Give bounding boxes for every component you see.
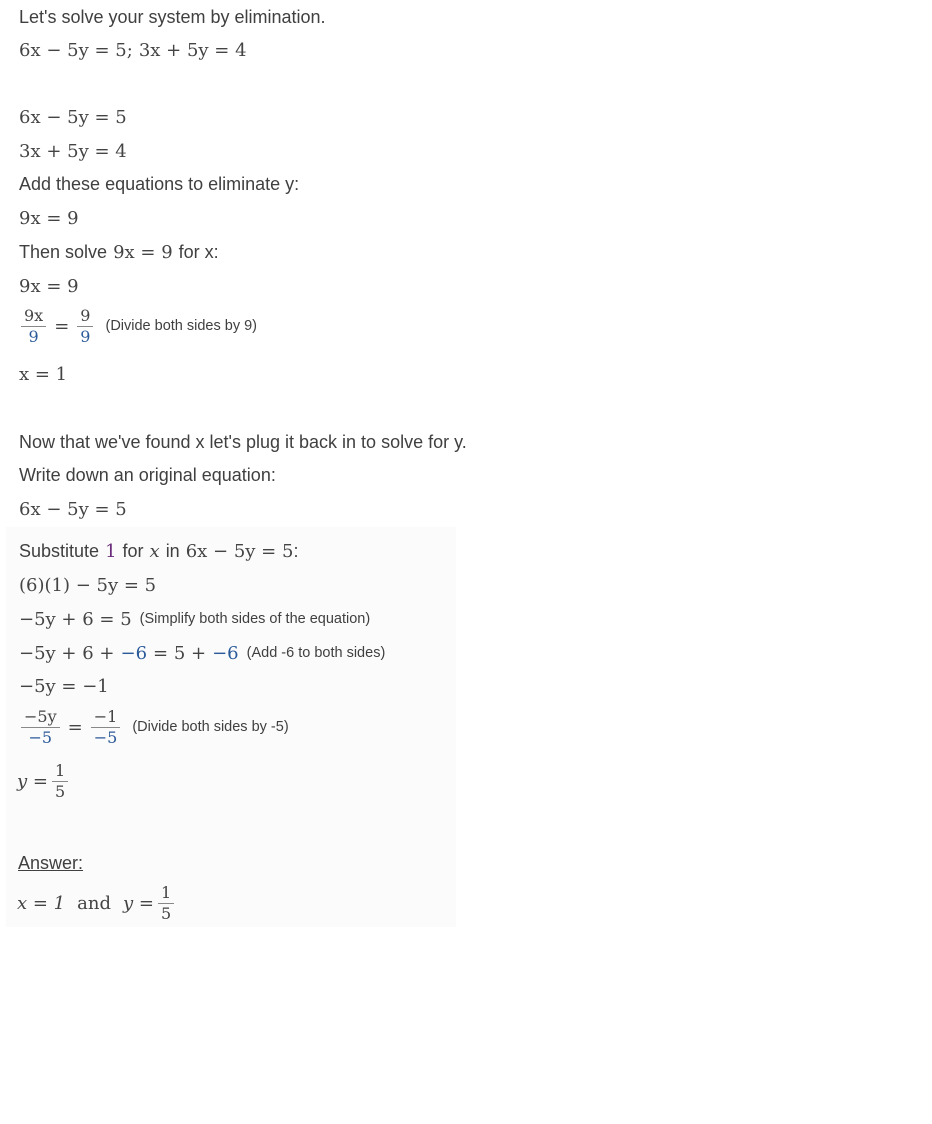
x-lhs-den: 9 bbox=[28, 326, 39, 346]
stack-eq2: 3x + 5y = 4 bbox=[19, 140, 127, 162]
simplify-line bbox=[19, 606, 370, 632]
add6-right-term: −6 bbox=[212, 642, 239, 664]
plug-line bbox=[19, 429, 467, 455]
x-rhs-num: 9 bbox=[80, 305, 91, 325]
y-result-den: 5 bbox=[54, 781, 66, 801]
orig-eq-line bbox=[19, 496, 127, 522]
substitute-line bbox=[19, 538, 298, 564]
write-text: Write down an original equation: bbox=[19, 464, 276, 485]
substitute-in: in bbox=[165, 540, 180, 561]
sum-eq: 9x = 9 bbox=[19, 207, 79, 229]
answer-y-num: 1 bbox=[160, 882, 172, 902]
y-result-num: 1 bbox=[54, 760, 66, 780]
add6-line bbox=[19, 640, 385, 666]
stack-eq2-line bbox=[19, 138, 127, 164]
y-lhs-fraction bbox=[21, 707, 60, 748]
write-line bbox=[19, 462, 276, 488]
x-lhs-num: 9x bbox=[24, 305, 44, 325]
y-rhs-den: −5 bbox=[93, 727, 118, 747]
plug-text: Now that we've found x let's plug it back in to solve for y. bbox=[19, 431, 467, 452]
x-eq: 9x = 9 bbox=[19, 275, 79, 297]
intro-line bbox=[19, 4, 326, 30]
solve-x-expr: 9x = 9 bbox=[113, 241, 173, 263]
system-eq1: 6x − 5y = 5 bbox=[19, 39, 127, 61]
x-result-line bbox=[19, 361, 67, 387]
y-lhs-den: −5 bbox=[28, 727, 53, 747]
x-rhs-fraction bbox=[77, 306, 93, 347]
sum-eq-line bbox=[19, 205, 79, 231]
y-lhs-num: −5y bbox=[24, 706, 57, 726]
add6-left-term: −6 bbox=[120, 642, 148, 664]
intro-text: Let's solve your system by elimination. bbox=[19, 6, 326, 27]
substitute-value: 1 bbox=[105, 540, 117, 562]
y-result-line bbox=[17, 759, 72, 803]
sub-eq-line bbox=[19, 572, 156, 598]
solve-x-line bbox=[19, 239, 219, 265]
add6-note: (Add -6 to both sides) bbox=[246, 645, 386, 661]
substitute-colon: : bbox=[293, 540, 299, 561]
substitute-eq: 6x − 5y = 5 bbox=[185, 540, 294, 562]
y-eq: −5y = −1 bbox=[19, 675, 109, 697]
y-rhs-fraction bbox=[91, 707, 121, 748]
answer-y-fraction bbox=[158, 883, 174, 924]
y-result-fraction bbox=[52, 761, 68, 802]
answer-y-lhs: y = bbox=[123, 892, 154, 914]
add-instruction bbox=[19, 171, 299, 197]
x-division-line bbox=[17, 304, 257, 348]
stack-eq1: 6x − 5y = 5 bbox=[19, 106, 127, 128]
system-eq2: 3x + 5y = 4 bbox=[138, 39, 247, 61]
solve-x-suffix: for x: bbox=[178, 241, 219, 262]
system-separator: ; bbox=[126, 39, 133, 61]
sub-eq: (6)(1) − 5y = 5 bbox=[19, 574, 157, 596]
x-rhs-den: 9 bbox=[80, 326, 91, 346]
answer-and: and bbox=[77, 892, 111, 914]
y-rhs-num: −1 bbox=[93, 706, 118, 726]
x-div-note: (Divide both sides by 9) bbox=[105, 318, 257, 334]
answer-x: x = 1 bbox=[17, 892, 66, 914]
substitute-word: Substitute bbox=[19, 540, 100, 561]
simplify-note: (Simplify both sides of the equation) bbox=[139, 611, 371, 627]
answer-line bbox=[17, 881, 178, 925]
x-result: x = 1 bbox=[19, 363, 68, 385]
add6-mid: = 5 + bbox=[153, 642, 207, 664]
add6-lhs: −5y + 6 + bbox=[19, 642, 115, 664]
y-div-note: (Divide both sides by -5) bbox=[132, 719, 289, 735]
x-lhs-fraction bbox=[21, 306, 46, 347]
y-result-lhs: y = bbox=[17, 770, 48, 792]
simplify-eq: −5y + 6 = 5 bbox=[19, 608, 132, 630]
x-div-equals: = bbox=[54, 315, 70, 337]
y-div-equals: = bbox=[67, 716, 83, 738]
stack-eq1-line bbox=[19, 104, 127, 130]
system-line bbox=[19, 37, 247, 63]
substitute-for: for bbox=[122, 540, 144, 561]
x-eq-line bbox=[19, 273, 79, 299]
answer-label-line bbox=[18, 850, 83, 876]
add-text: Add these equations to eliminate y: bbox=[19, 173, 300, 194]
solve-x-prefix: Then solve bbox=[19, 241, 108, 262]
substitute-var: x bbox=[149, 540, 160, 562]
y-eq-line bbox=[19, 673, 109, 699]
answer-y-den: 5 bbox=[160, 903, 172, 923]
answer-label: Answer: bbox=[18, 852, 84, 873]
orig-eq: 6x − 5y = 5 bbox=[19, 498, 127, 520]
y-division-line bbox=[17, 705, 289, 749]
